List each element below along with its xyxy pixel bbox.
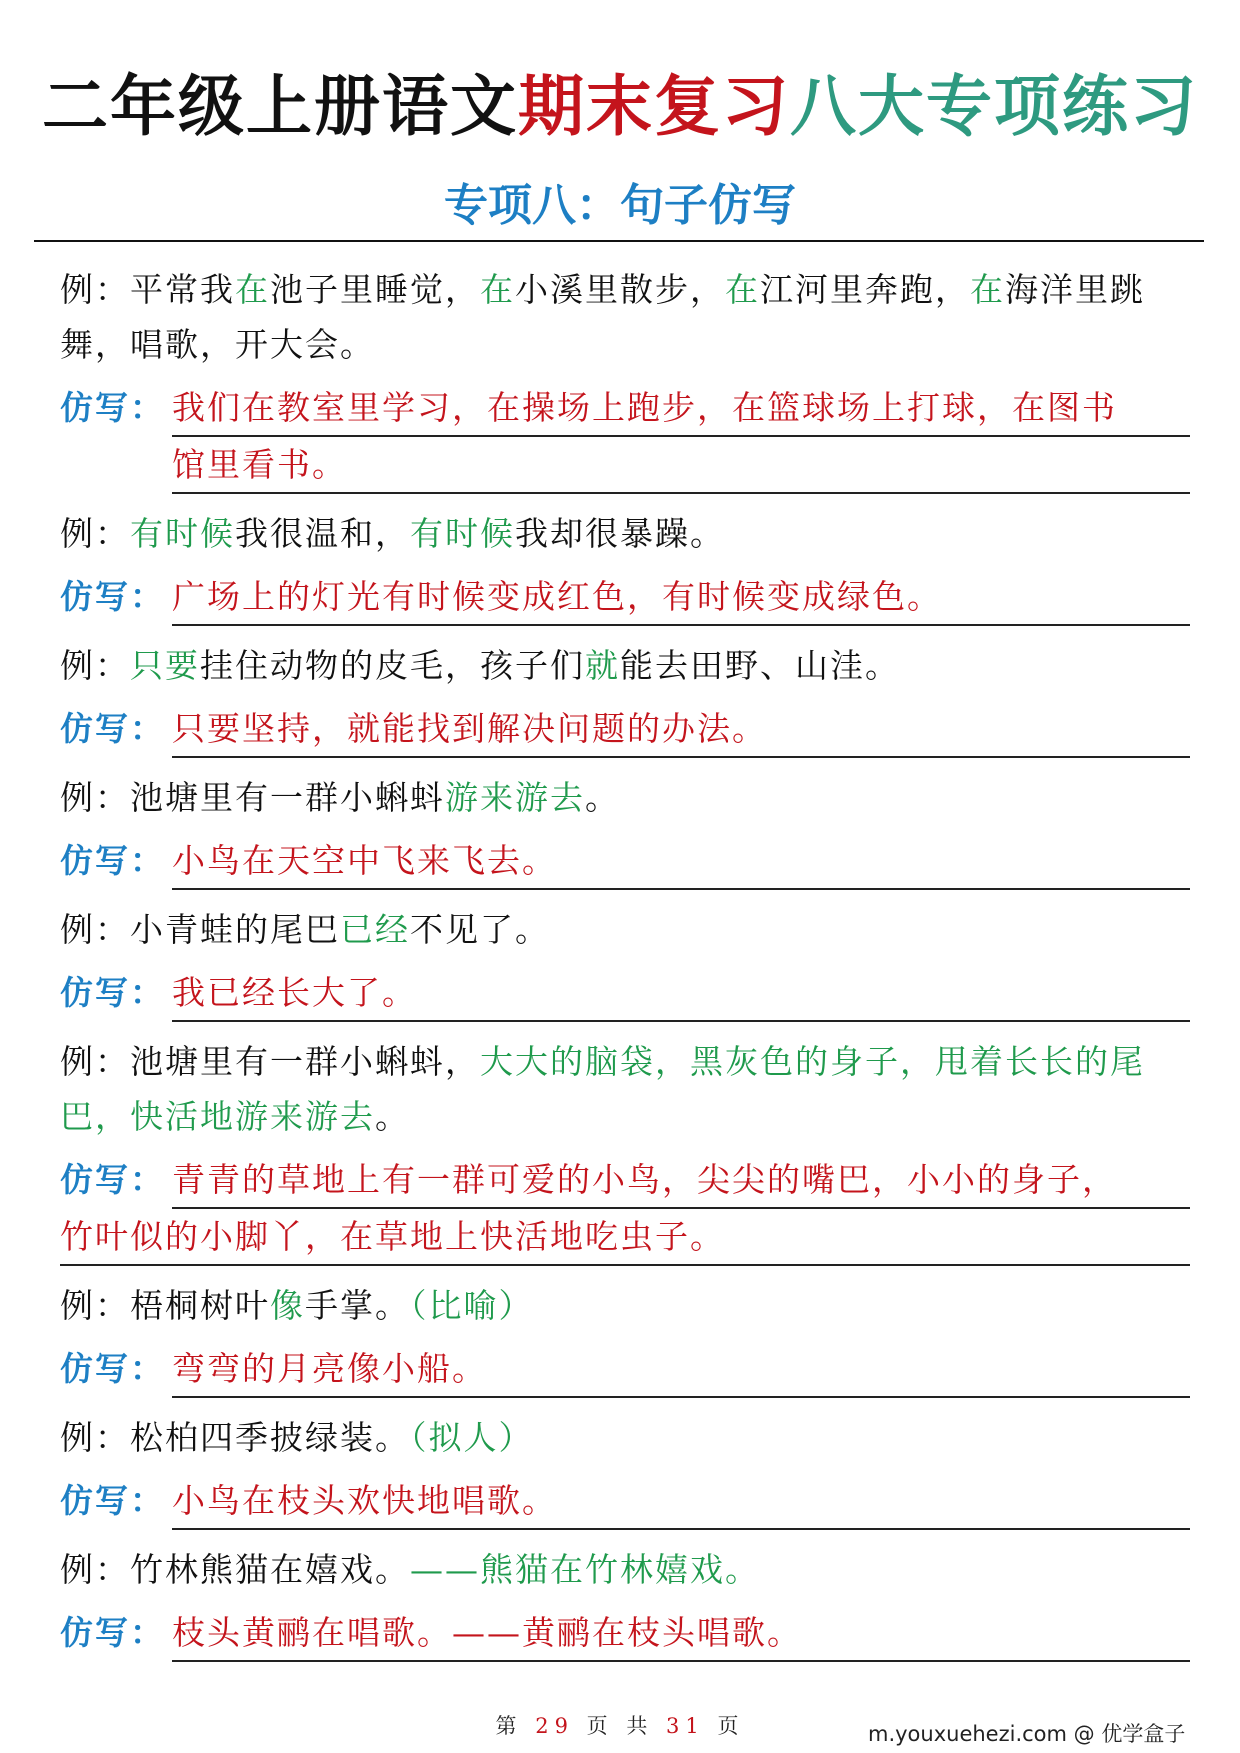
imitate-label: 仿写： [60, 577, 165, 616]
example-text: 我很温和， [235, 514, 410, 553]
highlighted-phrase: （拟人） [410, 1418, 534, 1457]
imitation-answer [60, 1341, 1190, 1398]
highlighted-phrase: 大大的脑袋，黑灰色的身子，甩着长长的尾巴，快活地游来游去 [60, 1042, 1145, 1136]
imitation-answer [60, 701, 1190, 758]
section-subtitle: 专项八：句子仿写 [444, 180, 796, 231]
example-label: 例： [60, 1550, 130, 1589]
answer-text: 小鸟在天空中飞来飞去。 [172, 841, 557, 880]
answer-line [172, 965, 1190, 1022]
example-label: 例： [60, 1418, 130, 1457]
highlighted-phrase: 像 [270, 1286, 305, 1325]
imitate-label: 仿写： [60, 973, 165, 1012]
example-text: 池子里睡觉， [270, 270, 480, 309]
example-text: 能去田野、山洼。 [620, 646, 900, 685]
answer-text: 弯弯的月亮像小船。 [172, 1349, 487, 1388]
example-label: 例： [60, 1286, 130, 1325]
imitate-label: 仿写： [60, 1349, 165, 1388]
imitate-label: 仿写： [60, 1481, 165, 1520]
example-text: 小溪里散步， [515, 270, 725, 309]
imitate-label: 仿写： [60, 709, 165, 748]
imitation-answer [60, 380, 1190, 494]
example-sentence [60, 1542, 1190, 1597]
answer-text: 我们在教室里学习，在操场上跑步，在篮球场上打球，在图书 [172, 388, 1117, 427]
page-current: 29 [535, 1714, 574, 1738]
example-sentence [60, 506, 1190, 561]
example-sentence [60, 1034, 1190, 1144]
example-sentence [60, 262, 1190, 372]
example-label: 例： [60, 778, 130, 817]
example-text: 竹林熊猫在嬉戏。 [130, 1550, 410, 1589]
answer-text: 广场上的灯光有时候变成红色，有时候变成绿色。 [172, 577, 942, 616]
answer-line [172, 569, 1190, 626]
answer-line [172, 437, 1190, 494]
example-text: 挂住动物的皮毛，孩子们 [200, 646, 585, 685]
answer-line [172, 1605, 1190, 1662]
page-prefix: 第 [495, 1714, 523, 1738]
answer-line [172, 1152, 1190, 1209]
example-text: 池塘里有一群小蝌蚪 [130, 778, 445, 817]
answer-line [60, 1209, 1190, 1266]
answer-line [172, 380, 1190, 437]
highlighted-phrase: 已经 [340, 910, 410, 949]
title-part-1: 二年级上册语文 [42, 68, 518, 145]
highlighted-phrase: （比喻） [410, 1286, 534, 1325]
highlighted-phrase: 只要 [130, 646, 200, 685]
example-sentence [60, 902, 1190, 957]
highlighted-phrase: 有时候 [410, 514, 515, 553]
highlighted-phrase: ——熊猫在竹林嬉戏。 [410, 1550, 760, 1589]
example-text: 梧桐树叶 [130, 1286, 270, 1325]
answer-line [172, 1473, 1190, 1530]
source-watermark: m.youxuehezi.com @ 优学盒子 [868, 1722, 1186, 1746]
answer-text: 馆里看书。 [172, 445, 347, 484]
example-sentence [60, 1410, 1190, 1465]
answer-text: 小鸟在枝头欢快地唱歌。 [172, 1481, 557, 1520]
example-label: 例： [60, 1042, 130, 1081]
page-suffix: 页 [717, 1714, 745, 1738]
answer-text: 竹叶似的小脚丫，在草地上快活地吃虫子。 [60, 1217, 725, 1256]
highlighted-phrase: 有时候 [130, 514, 235, 553]
example-sentence [60, 638, 1190, 693]
highlighted-phrase: 在 [235, 270, 270, 309]
highlighted-phrase: 在 [480, 270, 515, 309]
example-label: 例： [60, 514, 130, 553]
answer-line [172, 701, 1190, 758]
page-title [0, 62, 1240, 152]
title-part-3: 八大专项练习 [790, 68, 1198, 145]
example-text: 海洋里跳舞，唱歌，开大会。 [60, 270, 1145, 364]
highlighted-phrase: 在 [970, 270, 1005, 309]
example-sentence [60, 1278, 1190, 1333]
imitation-answer [60, 1152, 1190, 1266]
imitate-label: 仿写： [60, 388, 165, 427]
example-text: 松柏四季披绿装。 [130, 1418, 410, 1457]
imitation-answer [60, 833, 1190, 890]
imitate-label: 仿写： [60, 1160, 165, 1199]
example-text: 。 [375, 1097, 410, 1136]
highlighted-phrase: 就 [585, 646, 620, 685]
example-text: 池塘里有一群小蝌蚪， [130, 1042, 480, 1081]
example-text: 小青蛙的尾巴 [130, 910, 340, 949]
highlighted-phrase: 游来游去 [445, 778, 585, 817]
example-label: 例： [60, 910, 130, 949]
imitate-label: 仿写： [60, 841, 165, 880]
title-divider [34, 240, 1204, 242]
example-text: 平常我 [130, 270, 235, 309]
imitation-answer [60, 1605, 1190, 1662]
imitation-answer [60, 569, 1190, 626]
answer-line [172, 833, 1190, 890]
imitation-answer [60, 1473, 1190, 1530]
exercise-list [60, 262, 1190, 1662]
answer-text: 我已经长大了。 [172, 973, 417, 1012]
example-text: 我却很暴躁。 [515, 514, 725, 553]
answer-text: 青青的草地上有一群可爱的小鸟，尖尖的嘴巴，小小的身子， [172, 1160, 1117, 1199]
highlighted-phrase: 在 [725, 270, 760, 309]
answer-text: 只要坚持，就能找到解决问题的办法。 [172, 709, 767, 748]
answer-text: 枝头黄鹂在唱歌。——黄鹂在枝头唱歌。 [172, 1613, 802, 1652]
imitation-answer [60, 965, 1190, 1022]
page-middle: 页 共 [586, 1714, 654, 1738]
answer-line [172, 1341, 1190, 1398]
example-text: 不见了。 [410, 910, 550, 949]
title-part-2: 期末复习 [518, 68, 790, 145]
example-label: 例： [60, 270, 130, 309]
example-text: 江河里奔跑， [760, 270, 970, 309]
example-sentence [60, 770, 1190, 825]
page-total: 31 [666, 1714, 705, 1738]
example-text: 。 [585, 778, 620, 817]
example-label: 例： [60, 646, 130, 685]
imitate-label: 仿写： [60, 1613, 165, 1652]
example-text: 手掌。 [305, 1286, 410, 1325]
